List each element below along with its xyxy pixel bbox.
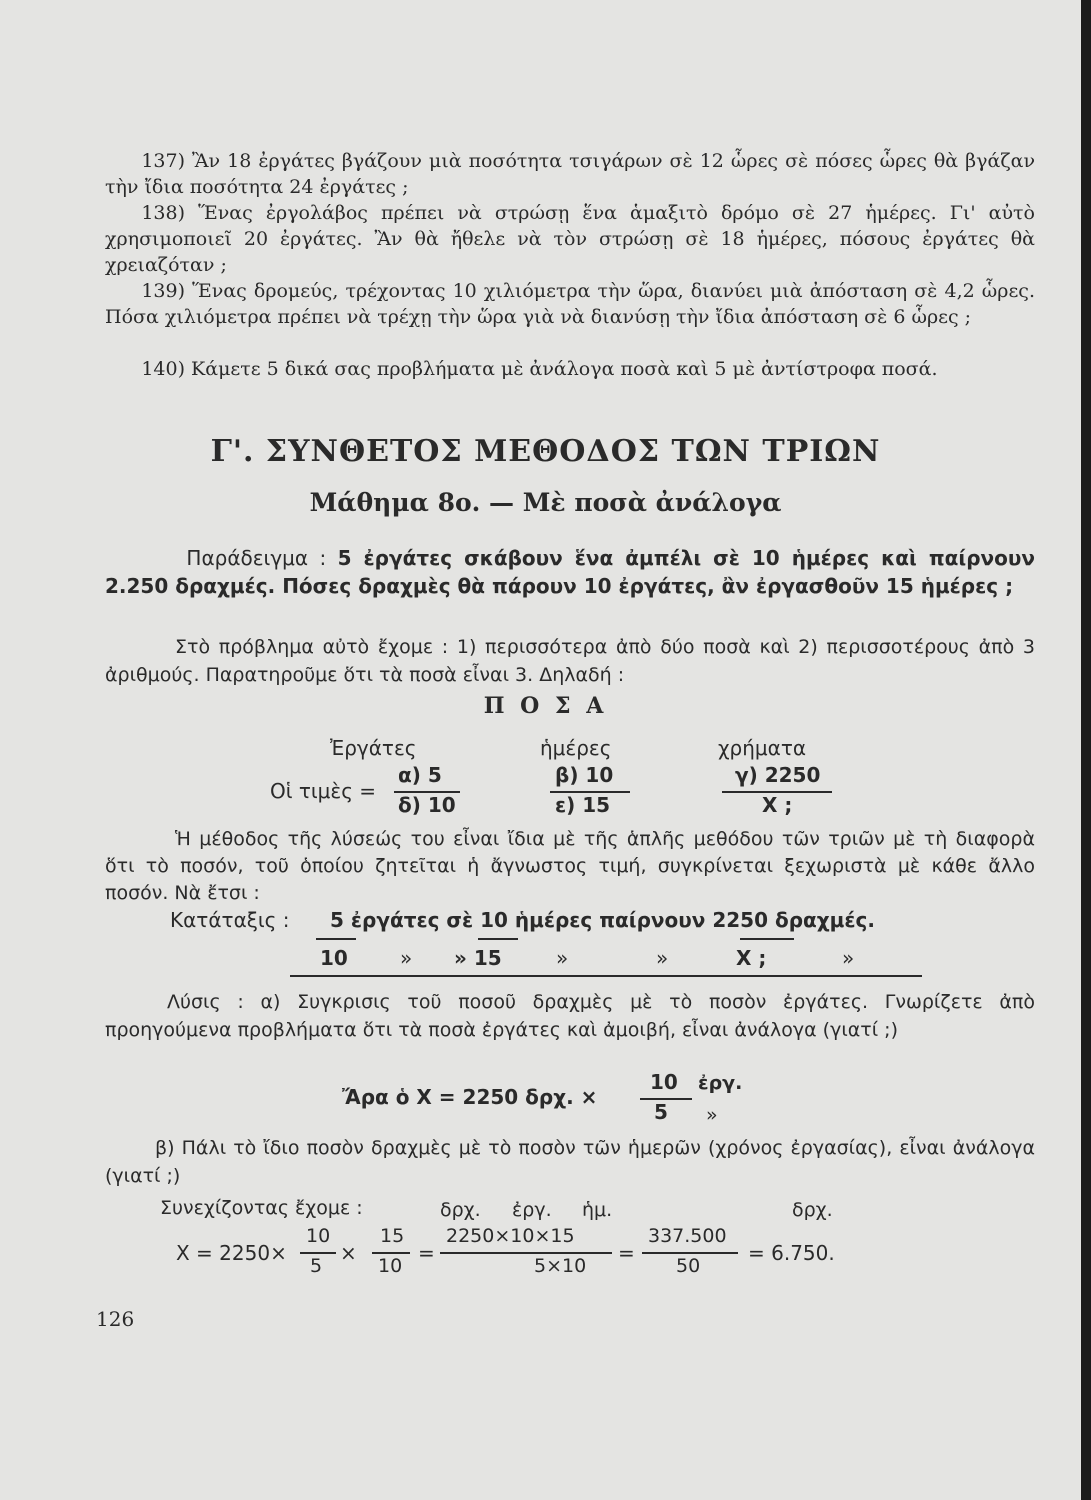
formula-a-den-unit: » bbox=[706, 1104, 718, 1126]
fraction-bar bbox=[642, 1252, 738, 1254]
formula-b-f2-den: 10 bbox=[378, 1255, 403, 1277]
problem-text: Ἂν 18 ἐργάτες βγάζουν μιὰ ποσότητα τσιγάρων σὲ 12 ὧρες σὲ πόσες ὧρες θὰ βγάζαν τὴν ἴδια ποσότητα 24 ἐργάτες ; bbox=[105, 150, 1035, 198]
solution-part-b-paragraph bbox=[105, 1134, 1035, 1190]
unit-drachmas: δρχ. bbox=[440, 1199, 481, 1221]
ditto-mark: » bbox=[400, 946, 413, 970]
column-days: ἡμέρες bbox=[540, 736, 612, 760]
problem-text: Ἕνας ἐργολάβος πρέπει νὰ στρώσῃ ἕνα ἁμαξιτὸ δρόμο σὲ 27 ἡμέρες. Γι' αὐτὸ χρησιμοποιεῖ 20 ἐργάτες. Ἂν θὰ ἤθελε νὰ τὸν στρώσῃ σὲ 18 ἡμέρες, πόσους ἐργάτες θὰ χρειαζόταν ; bbox=[105, 202, 1035, 276]
formula-b-eq-2: = bbox=[618, 1241, 635, 1265]
problem-139 bbox=[105, 278, 1035, 330]
page-number: 126 bbox=[96, 1307, 135, 1331]
underline bbox=[740, 938, 794, 940]
fraction-bar bbox=[440, 1252, 612, 1254]
problem-number: 139) bbox=[141, 280, 185, 302]
formula-a-denominator: 5 bbox=[654, 1100, 668, 1124]
underline bbox=[478, 938, 518, 940]
formula-b-times: × bbox=[340, 1241, 357, 1265]
example-label: Παράδειγμα : bbox=[186, 546, 327, 570]
problem-137 bbox=[105, 148, 1035, 200]
problem-text: Κάμετε 5 δικά σας προβλήματα μὲ ἀνάλογα ποσὰ καὶ 5 μὲ ἀντίστροφα ποσά. bbox=[191, 358, 938, 380]
formula-a-numerator: 10 bbox=[650, 1070, 678, 1094]
fraction-bar bbox=[372, 1252, 410, 1254]
unit-workers: ἐργ. bbox=[512, 1199, 552, 1221]
arrangement-row-2-days: » 15 bbox=[454, 946, 502, 970]
problem-140 bbox=[105, 356, 1035, 382]
formula-a-prefix: Ἄρα ὁ Χ = 2250 δρχ. × bbox=[342, 1085, 598, 1109]
problem-138 bbox=[105, 200, 1035, 278]
formula-b-f3-num: 2250×10×15 bbox=[446, 1225, 575, 1247]
problem-number: 138) bbox=[141, 202, 185, 224]
arrangement-label: Κατάταξις : bbox=[170, 908, 290, 932]
formula-b-lhs: Χ = 2250× bbox=[176, 1241, 287, 1265]
unit-days: ἡμ. bbox=[582, 1199, 613, 1221]
method-paragraph bbox=[105, 826, 1035, 907]
formula-a-num-unit: ἐργ. bbox=[698, 1072, 743, 1094]
value-a: α) 5 bbox=[398, 763, 442, 787]
posa-heading: Π Ο Σ Α bbox=[483, 693, 608, 719]
formula-b-result: = 6.750. bbox=[748, 1241, 835, 1265]
solution-label: Λύσις : bbox=[167, 991, 244, 1013]
value-c: γ) 2250 bbox=[735, 763, 821, 787]
separator-line bbox=[290, 975, 922, 977]
underline bbox=[316, 938, 356, 940]
method-text: Ἡ μέθοδος τῆς λύσεώς του εἶναι ἴδια μὲ τῆς ἁπλῆς μεθόδου τῶν τριῶν μὲ τὴ διαφορὰ ὅτι τὸ ποσόν, τοῦ ὁποίου ζητεῖται ἡ ἄγνωστος τιμή, συγκρίνεται ξεχωριστὰ μὲ κάθε ἄλλο ποσόν. Νὰ ἔτσι : bbox=[105, 828, 1035, 904]
fraction-bar bbox=[300, 1252, 336, 1254]
scan-edge bbox=[1081, 0, 1091, 1500]
arrangement-row-2-workers: 10 bbox=[320, 946, 348, 970]
formula-b-f1-num: 10 bbox=[306, 1225, 331, 1247]
column-workers: Ἐργάτες bbox=[330, 736, 417, 760]
example-text: 5 ἐργάτες σκάβουν ἕνα ἀμπέλι σὲ 10 ἡμέρες καὶ παίρνουν 2.250 δραχμές. Πόσες δραχμὲς θὰ πάρουν 10 ἐργάτες, ἂν ἐργασθοῦν 15 ἡμέρες ; bbox=[105, 546, 1035, 598]
example-paragraph bbox=[105, 544, 1035, 600]
solution-part-a: α) Συγκρισις τοῦ ποσοῦ δραχμὲς μὲ τὸ ποσὸν ἐργάτες. Γνωρίζετε ἀπὸ προηγούμενα προβλήματα ὅτι τὰ ποσὰ ἐργάτες καὶ ἀμοιβή, εἶναι ἀνάλογα (γιατί ;) bbox=[105, 991, 1035, 1041]
arrangement-row-2-money: Χ ; bbox=[736, 946, 767, 970]
column-money: χρήματα bbox=[718, 736, 807, 760]
value-d: δ) 10 bbox=[398, 793, 456, 817]
arrangement-row-1: 5 ἐργάτες σὲ 10 ἡμέρες παίρνουν 2250 δραχμές. bbox=[330, 908, 875, 932]
solution-paragraph bbox=[105, 988, 1035, 1044]
problem-number: 137) bbox=[141, 150, 185, 172]
problem-number: 140) bbox=[141, 358, 185, 380]
ditto-mark: » bbox=[842, 946, 855, 970]
intro-text: Στὸ πρόβλημα αὐτὸ ἔχομε : 1) περισσότερα ἀπὸ δύο ποσὰ καὶ 2) περισσοτέρους ἀπὸ 3 ἀριθμούς. Παρατηροῦμε ὅτι τὰ ποσὰ εἶναι 3. Δηλαδή : bbox=[105, 636, 1035, 686]
value-x: Χ ; bbox=[762, 793, 793, 817]
solution-part-b: β) Πάλι τὸ ἴδιο ποσὸν δραχμὲς μὲ τὸ ποσὸν τῶν ἡμερῶν (χρόνος ἐργασίας), εἶναι ἀνάλογα (γιατί ;) bbox=[105, 1137, 1035, 1187]
unit-drachmas-result: δρχ. bbox=[792, 1199, 833, 1221]
value-b: β) 10 bbox=[555, 763, 614, 787]
ditto-mark: » bbox=[556, 946, 569, 970]
section-title: Γ'. ΣΥΝΘΕΤΟΣ ΜΕΘΟΔΟΣ ΤΩΝ ΤΡΙΩΝ bbox=[210, 434, 881, 469]
lesson-title: Μάθημα 8ο. — Μὲ ποσὰ ἀνάλογα bbox=[309, 488, 782, 517]
formula-b-f2-num: 15 bbox=[380, 1225, 405, 1247]
intro-paragraph bbox=[105, 633, 1035, 689]
formula-b-f4-num: 337.500 bbox=[648, 1225, 727, 1247]
ditto-mark: » bbox=[656, 946, 669, 970]
values-label: Οἱ τιμὲς = bbox=[270, 779, 377, 803]
formula-b-f3-den: 5×10 bbox=[534, 1255, 587, 1277]
formula-b-eq: = bbox=[418, 1241, 435, 1265]
formula-b-f1-den: 5 bbox=[310, 1255, 323, 1277]
problem-text: Ἕνας δρομεύς, τρέχοντας 10 χιλιόμετρα τὴν ὥρα, διανύει μιὰ ἀπόσταση σὲ 4,2 ὧρες. Πόσα χιλιόμετρα πρέπει νὰ τρέχῃ τὴν ὥρα γιὰ νὰ διανύσῃ τὴν ἴδια ἀπόσταση σὲ 6 ὧρες ; bbox=[105, 280, 1035, 328]
formula-b-f4-den: 50 bbox=[676, 1255, 701, 1277]
continuing-label: Συνεχίζοντας ἔχομε : bbox=[160, 1197, 363, 1219]
value-e: ε) 15 bbox=[555, 793, 611, 817]
